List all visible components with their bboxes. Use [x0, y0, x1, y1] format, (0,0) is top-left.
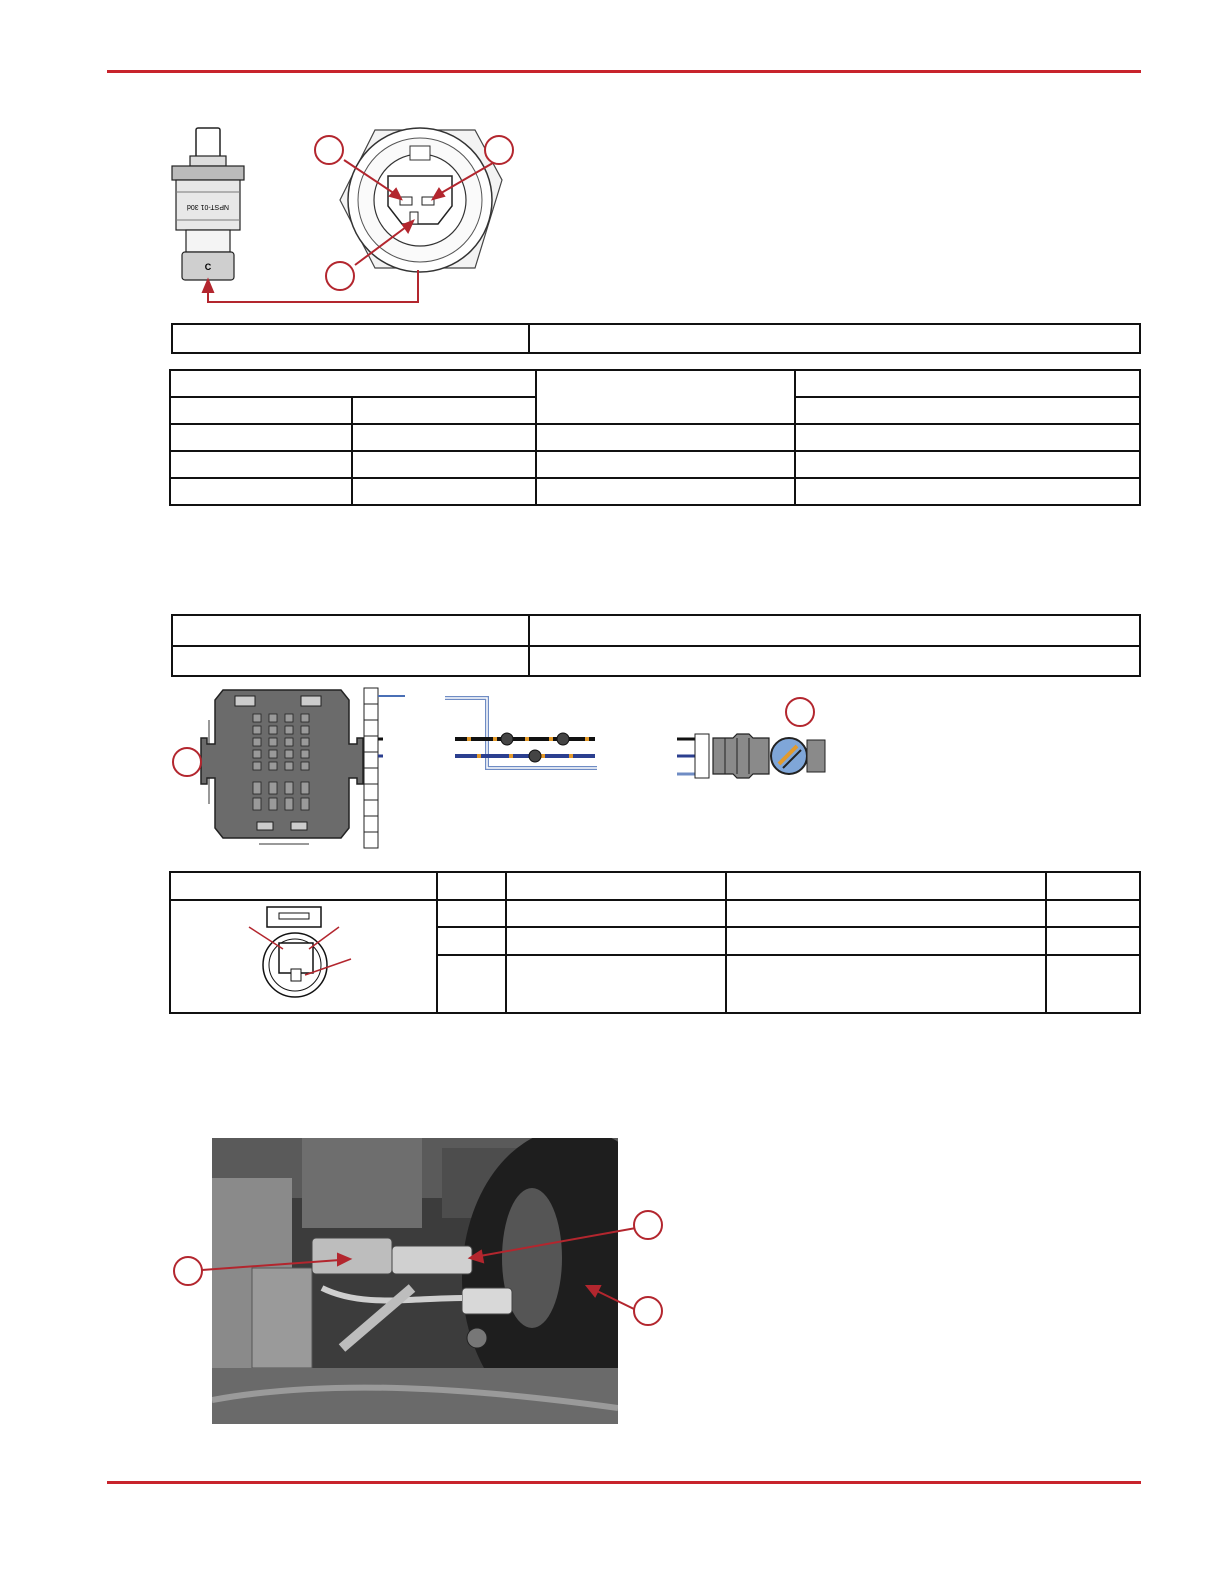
callout-ecm: [172, 747, 202, 777]
table-ecm-spec: [171, 614, 1141, 677]
table-row: [170, 900, 1140, 928]
table-cell: [170, 397, 352, 424]
callout-2: [484, 135, 514, 165]
pin-ladder: [364, 688, 378, 848]
photo-leaders: [190, 1210, 650, 1320]
ecm-connector-icon: [201, 690, 363, 844]
harness-wires: [445, 698, 597, 768]
callout-3: [325, 261, 355, 291]
header-rule: [107, 70, 1141, 73]
table-cell: [352, 397, 536, 424]
table-cell: [795, 370, 1140, 397]
table-cell: [536, 370, 795, 424]
harness-connector-icon: [677, 734, 825, 778]
table-header-row: [170, 872, 1140, 900]
table-row: [172, 646, 1140, 677]
sensor-connector-face-icon: [247, 905, 357, 1005]
callout-photo-2: [633, 1210, 663, 1240]
table-row: [170, 451, 1140, 478]
footer-rule: [107, 1481, 1141, 1484]
table-pinout: [169, 871, 1141, 1014]
pressure-sensor-top-icon: [340, 128, 502, 272]
table-cell: [529, 324, 1140, 353]
table-row: [170, 424, 1140, 451]
table-sensor-test: [169, 369, 1141, 506]
table-row: [170, 478, 1140, 505]
callout-photo-1: [173, 1256, 203, 1286]
connector-image-cell: [170, 900, 437, 1013]
pressure-sensor-side-icon: [172, 128, 244, 280]
callout-1: [314, 135, 344, 165]
sensor-body-marking: C: [204, 262, 212, 272]
table-row: [172, 615, 1140, 646]
callout-photo-3: [633, 1296, 663, 1326]
wiring-harness-figure: [165, 686, 835, 852]
callout-sensor: [785, 697, 815, 727]
table-cell: [172, 324, 529, 353]
table-sensor-spec: [171, 323, 1141, 354]
table-cell: [795, 397, 1140, 424]
table-cell: [170, 370, 536, 397]
sensor-hex-marking: NPST-01 30d: [186, 203, 230, 210]
